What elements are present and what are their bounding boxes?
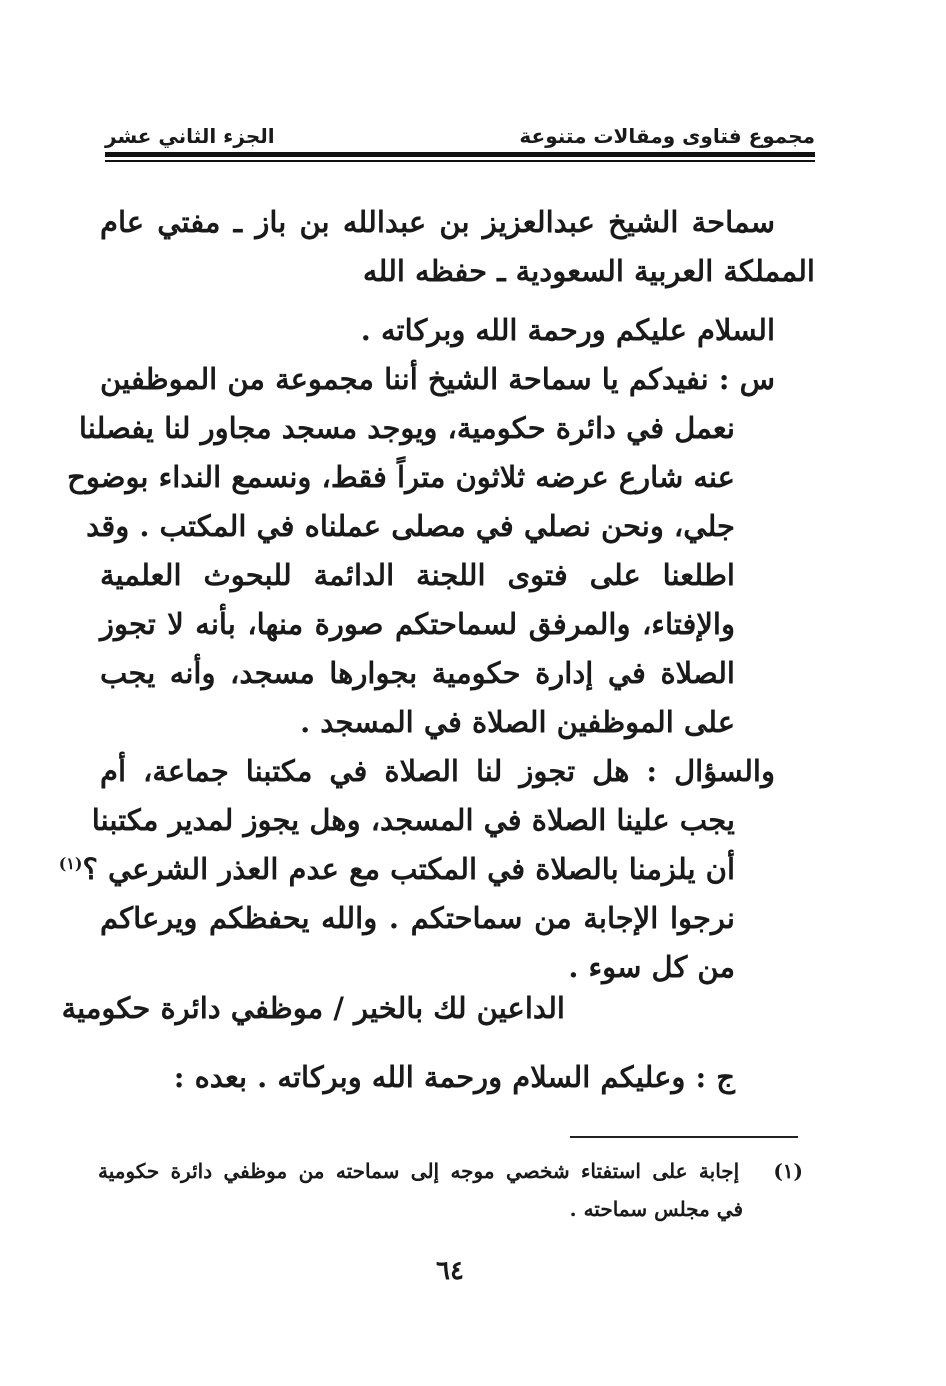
body-text bbox=[58, 198, 815, 1102]
footnote bbox=[98, 1152, 803, 1228]
text-line: اطلعنا على فتوى اللجنة الدائمة للبحوث العلمية bbox=[100, 558, 735, 592]
header-rule bbox=[105, 152, 815, 157]
answer-line: ج : وعليكم السلام ورحمة الله وبركاته . بعده : bbox=[173, 1060, 735, 1094]
text-line: على الموظفين الصلاة في المسجد . bbox=[300, 705, 735, 739]
book-title: مجموع فتاوى ومقالات متنوعة bbox=[519, 124, 815, 148]
text-line: يجب علينا الصلاة في المسجد، وهل يجوز لمدير مكتبنا bbox=[91, 803, 735, 837]
text-line: نعمل في دائرة حكومية، ويوجد مسجد مجاور لنا يفصلنا bbox=[78, 411, 735, 445]
text-line: السلام عليكم ورحمة الله وبركاته . bbox=[360, 313, 775, 347]
footnote-marker: (١) bbox=[773, 1159, 804, 1183]
signature-line: الداعين لك بالخير / موظفي دائرة حكومية bbox=[61, 991, 565, 1025]
text-line: المملكة العربية السعودية ـ حفظه الله bbox=[362, 254, 815, 288]
volume-label: الجزء الثاني عشر bbox=[105, 124, 275, 148]
question-end-text: أن يلزمنا بالصلاة في المكتب مع عدم العذر الشرعي ؟ bbox=[82, 852, 735, 886]
text-line: من كل سوء . bbox=[568, 950, 735, 984]
footnote-line: في مجلس سماحته . bbox=[569, 1197, 743, 1221]
footnote-text: إجابة على استفتاء شخصي موجه إلى سماحته من موظفي دائرة حكومية bbox=[98, 1159, 740, 1183]
footnote-line bbox=[98, 1152, 803, 1190]
footnote-rule bbox=[570, 1136, 798, 1138]
text-line: الصلاة في إدارة حكومية بجوارها مسجد، وأنه يجب bbox=[100, 656, 735, 690]
header-rule-thin bbox=[105, 160, 815, 162]
text-line: س : نفيدكم يا سماحة الشيخ أننا مجموعة من الموظفين bbox=[100, 362, 775, 396]
footnote-reference: (١) bbox=[58, 854, 83, 873]
page-number: ٦٤ bbox=[436, 1256, 464, 1286]
running-header bbox=[105, 118, 815, 154]
text-line: جلي، ونحن نصلي في مصلى عملناه في المكتب . وقد bbox=[86, 509, 735, 543]
text-line: نرجوا الإجابة من سماحتكم . والله يحفظكم ويرعاكم bbox=[100, 901, 735, 935]
text-line: والإفتاء، والمرفق لسماحتكم صورة منها، بأنه لا تجوز bbox=[100, 607, 735, 641]
text-line: عنه شارع عرضه ثلاثون متراً فقط، ونسمع النداء بوضوح bbox=[67, 460, 735, 494]
text-line: والسؤال : هل تجوز لنا الصلاة في مكتبنا جماعة، أم bbox=[100, 754, 775, 788]
text-line: سماحة الشيخ عبدالعزيز بن عبدالله بن باز ـ مفتي عام bbox=[100, 205, 775, 239]
text-line bbox=[58, 845, 815, 894]
